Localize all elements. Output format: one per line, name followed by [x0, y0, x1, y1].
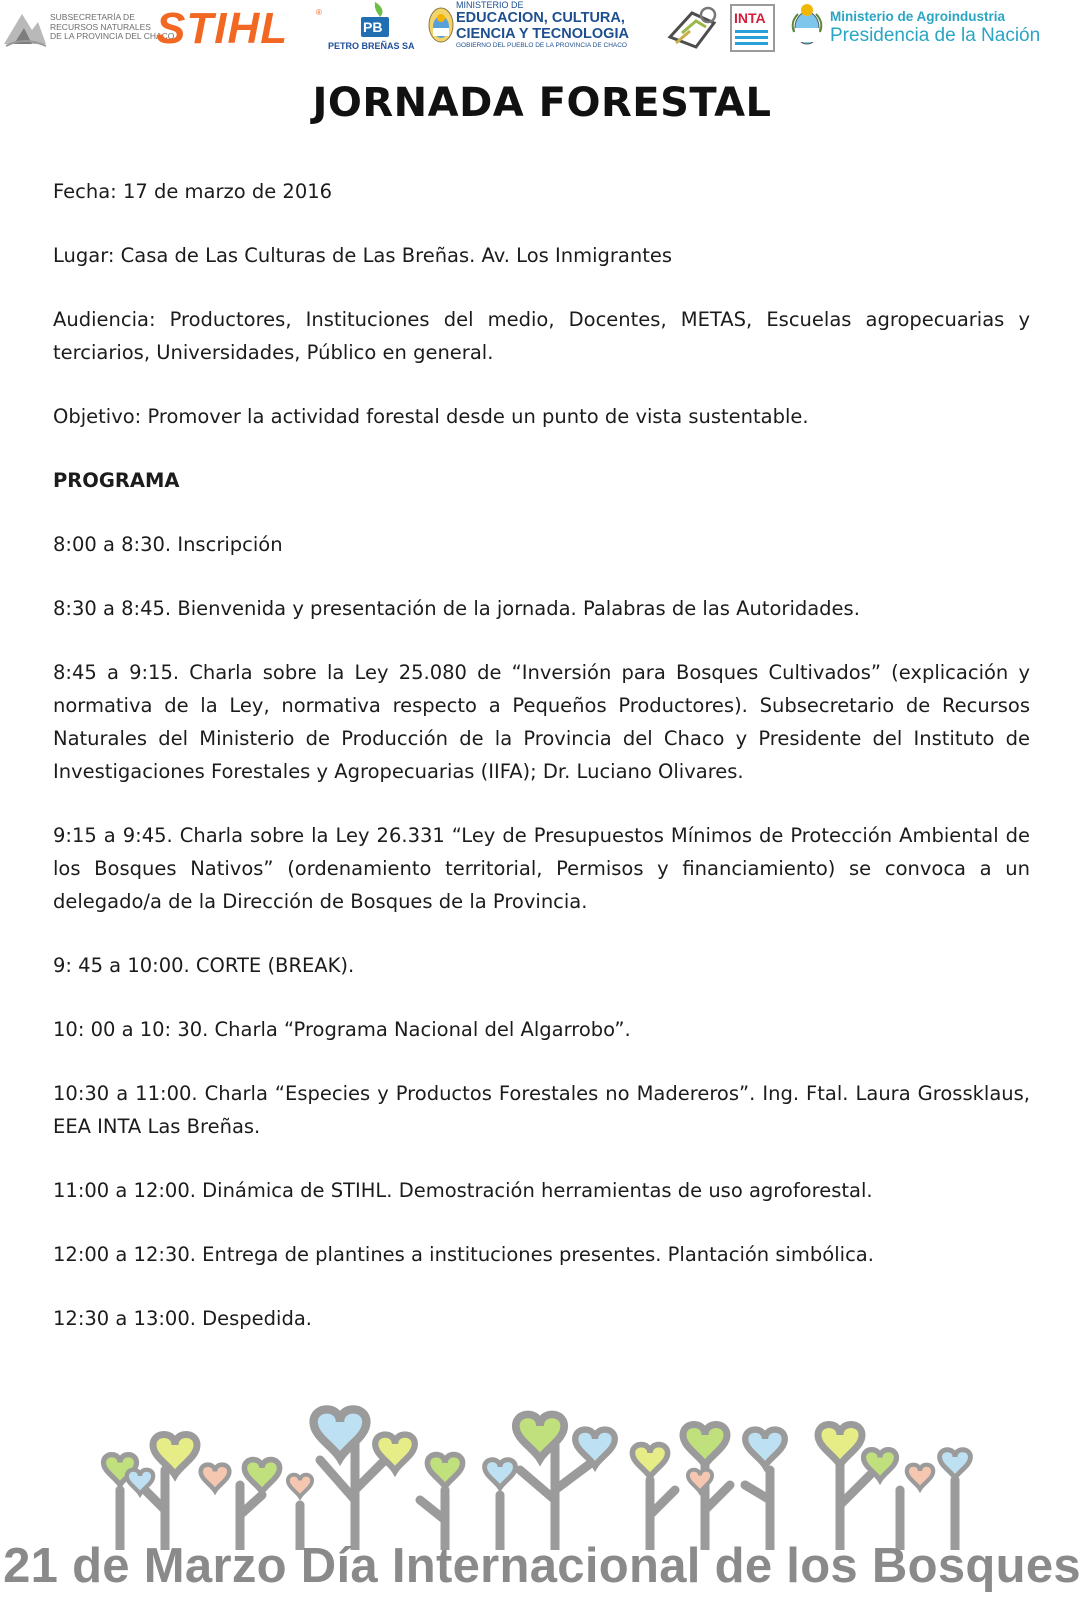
ministerio-footer: GOBIERNO DEL PUEBLO DE LA PROVINCIA DE CHACO: [456, 42, 627, 49]
stihl-wordmark: STIHL: [156, 4, 289, 53]
ministerio-agroindustria-logo: [790, 0, 1080, 52]
agro-line-1: Ministerio de Agroindustria: [830, 9, 1006, 24]
tree-hearts-illustration: [0, 1400, 1084, 1550]
ministerio-line-2: CIENCIA Y TECNOLOGIA: [456, 26, 629, 42]
subsecretaria-logo: [2, 0, 175, 52]
audiencia-paragraph: Audiencia: Productores, Instituciones del medio, Docentes, METAS, Escuelas agropecuarias y terciarios, Universidades, Público en general.: [53, 308, 1030, 364]
programa-item: 8:00 a 8:30. Inscripción: [53, 533, 283, 556]
page-title: JORNADA FORESTAL: [312, 80, 772, 126]
programa-item: 10:30 a 11:00. Charla “Especies y Productos Forestales no Madereros”. Ing. Ftal. Laura Grossklaus, EEA INTA Las Breñas.: [53, 1082, 1030, 1138]
chaco-shield-icon: [426, 3, 456, 47]
programa-item: 8:45 a 9:15. Charla sobre la Ley 25.080 de “Inversión para Bosques Cultivados” (explicación y normativa de la Ley, normativa respecto a Pequeños Productores). Subsecretario de Recursos Naturales del Ministerio de Producción de la Provincia del Chaco y Presidente del Instituto de Investigaciones Forestales y Agropecuarias (IIFA); Dr. Luciano Olivares.: [53, 661, 1030, 783]
programa-item: 12:00 a 12:30. Entrega de plantines a instituciones presentes. Plantación simbólica.: [53, 1243, 874, 1266]
objetivo-line: Objetivo: Promover la actividad forestal desde un punto de vista sustentable.: [53, 405, 809, 428]
argentina-shield-icon: [790, 2, 824, 48]
programa-item: 9:15 a 9:45. Charla sobre la Ley 26.331 “Ley de Presupuestos Mínimos de Protección Ambiental de los Bosques Nativos” (ordenamiento territorial, Permisos y financiamiento) se convoca a un delegado/a de la Dirección de Bosques de la Provincia.: [53, 824, 1030, 913]
programa-item: 8:30 a 8:45. Bienvenida y presentación de la jornada. Palabras de las Autoridades.: [53, 597, 860, 620]
document-body: [53, 175, 1030, 1366]
inta-logo: [730, 0, 774, 50]
subsecretaria-line-1: SUBSECRETARÍA DE: [50, 12, 135, 22]
petro-brenas-mark: PB: [363, 19, 383, 35]
programa-item: 11:00 a 12:00. Dinámica de STIHL. Demostración herramientas de uso agroforestal.: [53, 1179, 873, 1202]
programa-heading: PROGRAMA: [53, 469, 180, 492]
petro-brenas-name: PETRO BREÑAS SA: [328, 41, 415, 51]
ministerio-small: MINISTERIO DE: [456, 0, 524, 10]
subsecretaria-line-3: DE LA PROVINCIA DEL CHACO: [50, 31, 175, 41]
ministerio-line-1: EDUCACION, CULTURA,: [456, 10, 625, 26]
fecha-line: Fecha: 17 de marzo de 2016: [53, 180, 333, 203]
subsecretaria-logo-icon: [2, 6, 48, 50]
stihl-logo: [156, 0, 326, 52]
programa-item: 9: 45 a 10:00. CORTE (BREAK).: [53, 954, 355, 977]
ministerio-educacion-logo: [426, 0, 656, 52]
programa-item: 10: 00 a 10: 30. Charla “Programa Nacional del Algarrobo”.: [53, 1018, 631, 1041]
footer-banner-text: 21 de Marzo Día Internacional de los Bosques: [3, 1539, 1081, 1593]
subsecretaria-line-2: RECURSOS NATURALES: [50, 21, 151, 32]
registered-mark-icon: ®: [316, 8, 322, 17]
sponsor-logos-header: [0, 0, 1084, 56]
lugar-line: Lugar: Casa de Las Culturas de Las Breñas. Av. Los Inmigrantes: [53, 244, 673, 267]
agro-line-2: Presidencia de la Nación: [830, 25, 1041, 46]
inta-wordmark: INTA: [734, 10, 766, 26]
gear-tree-icon: [666, 3, 722, 51]
programa-item: 12:30 a 13:00. Despedida.: [53, 1307, 313, 1330]
petro-brenas-logo: [328, 0, 424, 52]
gear-tree-logo: [666, 0, 726, 52]
